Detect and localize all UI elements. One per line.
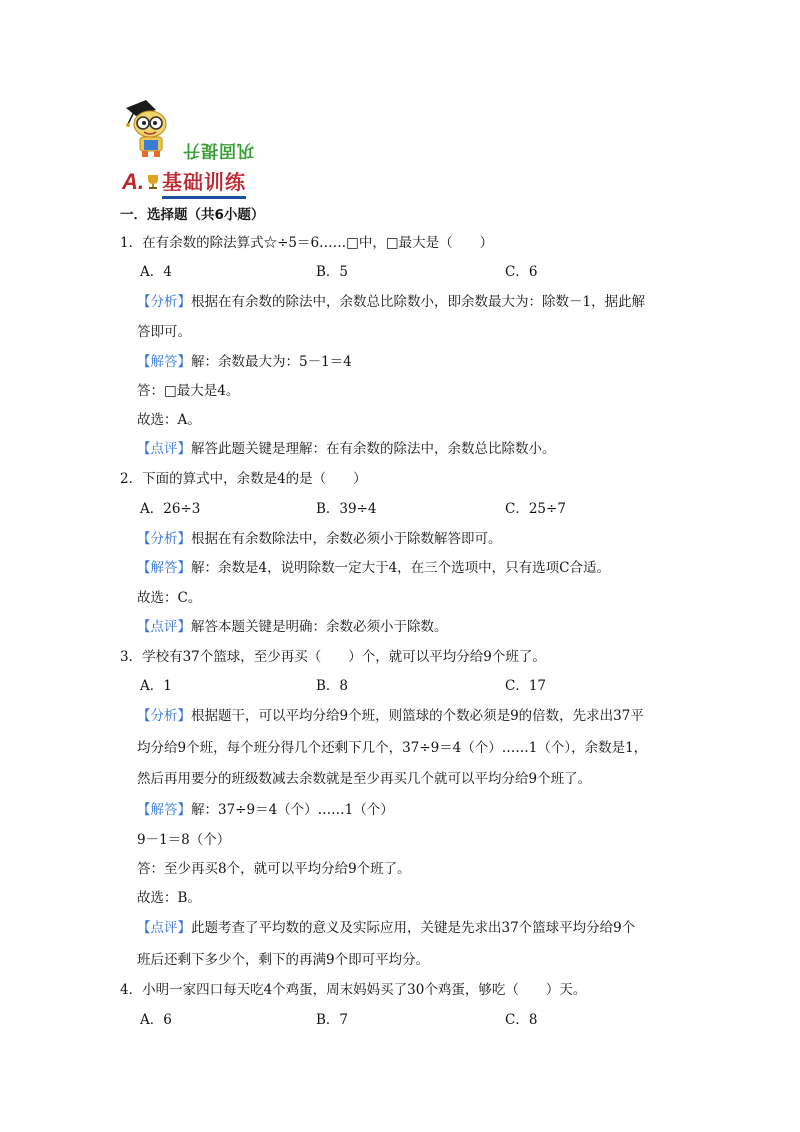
comment-tag: 【点评】 bbox=[137, 441, 191, 457]
q2-stem: 2．下面的算式中，余数是4的是（ ） bbox=[120, 471, 367, 487]
q3-option-c: C．17 bbox=[505, 678, 547, 694]
analysis-tag: 【分析】 bbox=[137, 531, 191, 547]
q1-comment-line: 【点评】解答此题关键是理解：在有余数的除法中，余数总比除数小。 bbox=[137, 441, 556, 457]
q1-answer-line: 答：□最大是4。 bbox=[137, 383, 240, 399]
q4-option-c: C．8 bbox=[505, 1012, 538, 1028]
q3-answer-line: 【解答】解：37÷9＝4（个）……1（个） bbox=[137, 802, 394, 818]
q3-analysis-line: 然后再用要分的班级数减去余数就是至少再买几个就可以平均分给9个班了。 bbox=[137, 771, 592, 787]
banner-title: 基础训练 bbox=[162, 166, 246, 199]
q4-option-a: A．6 bbox=[140, 1012, 172, 1028]
q3-answer-line: 故选：B。 bbox=[137, 890, 201, 906]
answer-tag: 【解答】 bbox=[137, 802, 191, 818]
q3-option-a: A．1 bbox=[140, 678, 172, 694]
q3-analysis-line: 均分给9个班，每个班分得几个还剩下几个，37÷9＝4（个）……1（个），余数是1， bbox=[137, 740, 648, 756]
analysis-tag: 【分析】 bbox=[137, 294, 191, 310]
q1-option-c: C．6 bbox=[505, 264, 538, 280]
q3-answer-line: 9－1＝8（个） bbox=[137, 832, 231, 848]
banner-subtitle: 巩固提升 bbox=[182, 140, 254, 160]
q1-stem: 1．在有余数的除法算式☆÷5＝6……□中，□最大是（ ） bbox=[120, 235, 494, 251]
q3-analysis-line: 【分析】根据题干，可以平均分给9个班，则篮球的个数必须是9的倍数，先求出37平 bbox=[137, 708, 644, 724]
q3-comment-line: 【点评】此题考查了平均数的意义及实际应用，关键是先求出37个篮球平均分给9个 bbox=[137, 920, 636, 936]
banner-letter: A. bbox=[122, 169, 144, 194]
q1-answer-line: 【解答】解：余数最大为：5－1＝4 bbox=[137, 354, 352, 370]
q2-comment-line: 【点评】解答本题关键是明确：余数必须小于除数。 bbox=[137, 619, 448, 635]
analysis-tag: 【分析】 bbox=[137, 708, 191, 724]
q4-option-b: B．7 bbox=[316, 1012, 349, 1028]
q3-option-b: B．8 bbox=[316, 678, 349, 694]
q1-option-b: B．5 bbox=[316, 264, 349, 280]
q2-option-b: B．39÷4 bbox=[316, 501, 377, 517]
section-heading: 一．选择题（共6小题） bbox=[120, 207, 265, 223]
comment-tag: 【点评】 bbox=[137, 920, 191, 936]
answer-tag: 【解答】 bbox=[137, 560, 191, 576]
q1-analysis-line: 【分析】根据在有余数的除法中，余数总比除数小，即余数最大为：除数－1，据此解 bbox=[137, 294, 646, 310]
q3-stem: 3．学校有37个篮球，至少再买（ ）个，就可以平均分给9个班了。 bbox=[120, 649, 546, 665]
q2-option-c: C．25÷7 bbox=[505, 501, 566, 517]
q3-answer-line: 答：至少再买8个，就可以平均分给9个班了。 bbox=[137, 861, 411, 877]
q2-option-a: A．26÷3 bbox=[140, 501, 201, 517]
q1-option-a: A．4 bbox=[140, 264, 172, 280]
q4-stem: 4．小明一家四口每天吃4个鸡蛋，周末妈妈买了30个鸡蛋，够吃（ ）天。 bbox=[120, 982, 587, 998]
section-banner bbox=[122, 167, 246, 197]
q3-comment-line: 班后还剩下多少个，剩下的再满9个即可平均分。 bbox=[137, 952, 430, 968]
comment-tag: 【点评】 bbox=[137, 619, 191, 635]
q2-analysis-line: 【分析】根据在有余数除法中，余数必须小于除数解答即可。 bbox=[137, 531, 502, 547]
scholar-mascot-icon bbox=[120, 98, 184, 162]
q2-answer-line: 故选：C。 bbox=[137, 590, 202, 606]
trophy-icon bbox=[146, 173, 160, 191]
answer-tag: 【解答】 bbox=[137, 354, 191, 370]
q1-answer-line: 故选：A。 bbox=[137, 412, 201, 428]
q1-analysis-line: 答即可。 bbox=[137, 324, 191, 340]
q2-answer-line: 【解答】解：余数是4，说明除数一定大于4，在三个选项中，只有选项C合适。 bbox=[137, 560, 611, 576]
